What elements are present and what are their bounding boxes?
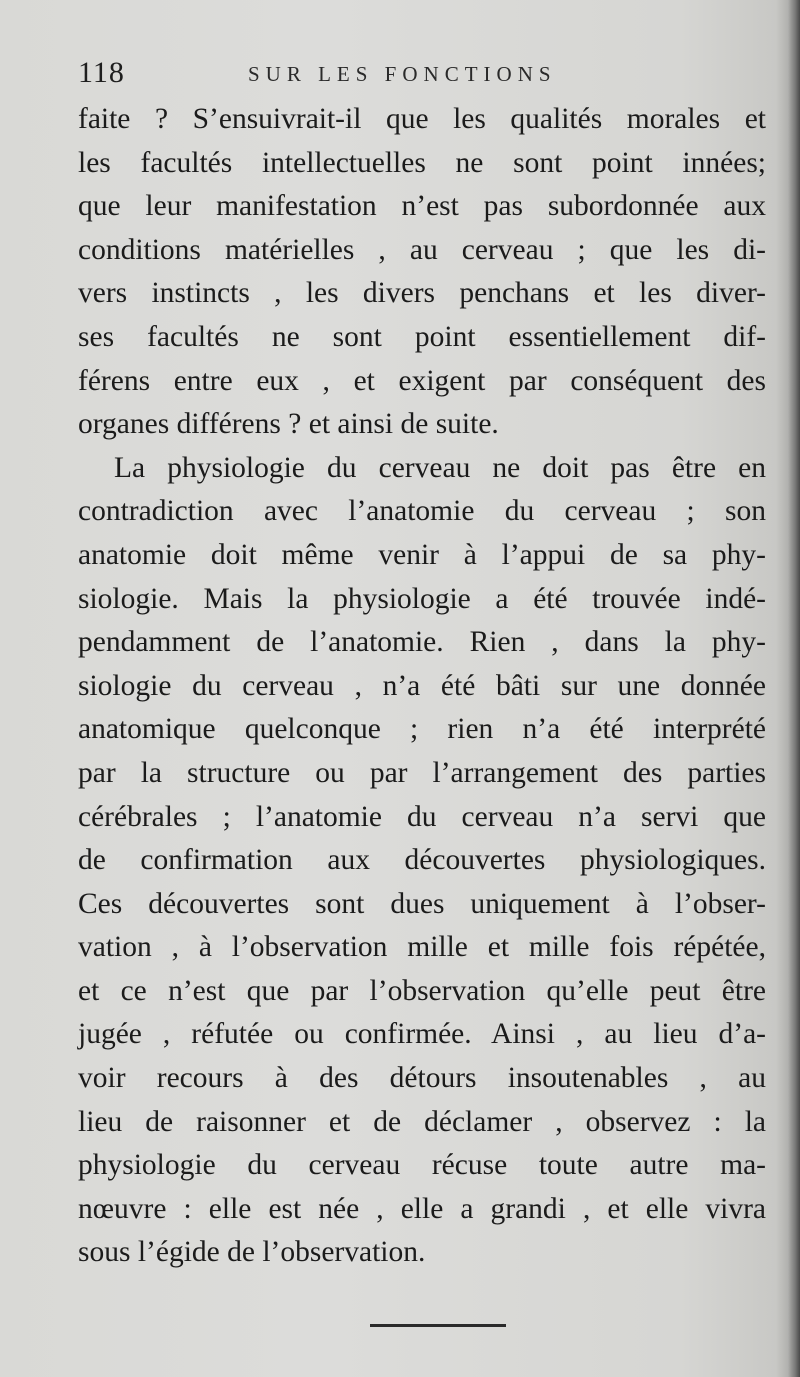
text-line: nœuvre : elle est née , elle a grandi , et elle vivra: [78, 1192, 766, 1225]
page-edge-shadow: [788, 0, 800, 1377]
text-line: et ce n’est que par l’observation qu’elle peut être: [78, 974, 766, 1007]
page-number: 118: [78, 56, 125, 89]
text-line: de confirmation aux découvertes physiologiques.: [78, 844, 766, 877]
text-line: férens entre eux , et exigent par conséquent des: [78, 364, 766, 397]
text-line: siologie. Mais la physiologie a été trouvée indé-: [78, 582, 766, 615]
text-line: organes différens ? et ainsi de suite.: [78, 408, 499, 441]
page-header: [78, 52, 718, 96]
text-line: physiologie du cerveau récuse toute autre ma-: [78, 1149, 766, 1182]
paragraph-2: [78, 447, 766, 1275]
text-line: anatomie doit même venir à l’appui de sa phy-: [78, 538, 766, 571]
text-line: par la structure ou par l’arrangement des parties: [78, 756, 766, 789]
paragraph-1: [78, 98, 766, 447]
text-line: pendamment de l’anatomie. Rien , dans la phy-: [78, 626, 766, 659]
text-line: jugée , réfutée ou confirmée. Ainsi , au lieu d’a-: [78, 1018, 766, 1051]
text-line: voir recours à des détours insoutenables , au: [78, 1062, 766, 1095]
text-line: contradiction avec l’anatomie du cerveau ; son: [78, 495, 766, 528]
body-text: [78, 98, 766, 1275]
text-line: La physiologie du cerveau ne doit pas être en: [114, 451, 766, 484]
text-line: siologie du cerveau , n’a été bâti sur une donnée: [78, 669, 766, 702]
text-line: cérébrales ; l’anatomie du cerveau n’a servi que: [78, 800, 766, 833]
text-line: vers instincts , les divers penchans et les diver-: [78, 277, 766, 310]
running-head: SUR LES FONCTIONS: [248, 62, 557, 86]
text-line: sous l’égide de l’observation.: [78, 1236, 426, 1269]
text-line: vation , à l’observation mille et mille fois répétée,: [78, 931, 766, 964]
text-line: Ces découvertes sont dues uniquement à l’obser-: [78, 887, 766, 920]
text-line: ses facultés ne sont point essentiellement dif-: [78, 320, 766, 353]
text-line: anatomique quelconque ; rien n’a été interprété: [78, 713, 766, 746]
text-line: les facultés intellectuelles ne sont point innées;: [78, 146, 766, 179]
text-line: lieu de raisonner et de déclamer , observez : la: [78, 1105, 766, 1138]
text-line: faite ? S’ensuivrait-il que les qualités morales et: [78, 103, 766, 135]
section-end-rule: [370, 1324, 506, 1327]
text-line: que leur manifestation n’est pas subordonnée aux: [78, 190, 766, 223]
text-line: conditions matérielles , au cerveau ; que les di-: [78, 233, 766, 266]
